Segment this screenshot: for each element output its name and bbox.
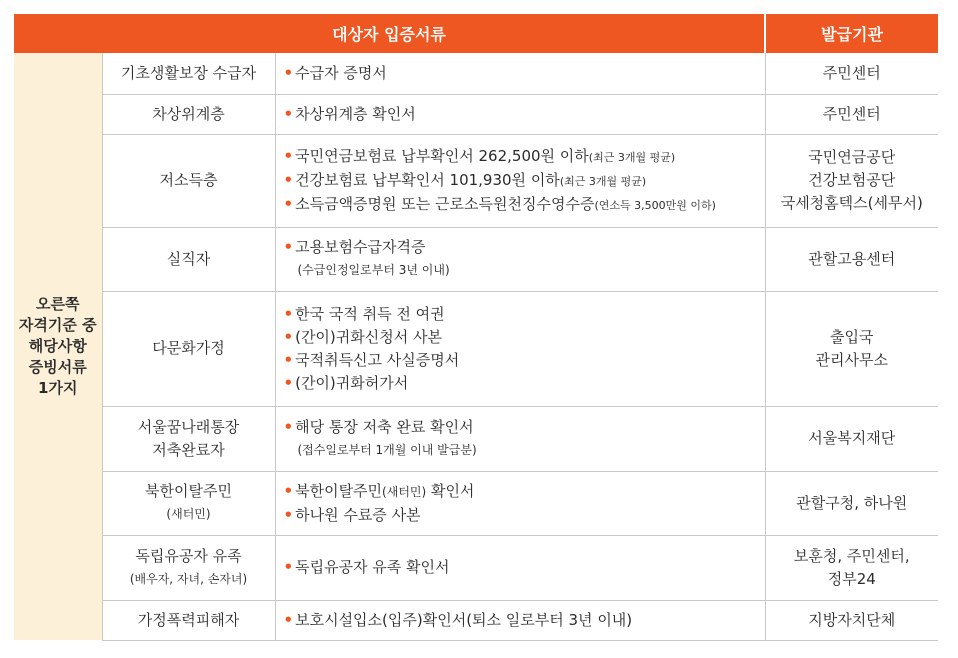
bullet-icon: • (283, 558, 294, 576)
document-item (284, 609, 757, 632)
documents-cell (275, 53, 765, 94)
document-item (284, 193, 757, 217)
category-label: 실직자 (166, 249, 211, 268)
documents-cell (275, 291, 765, 406)
bullet-icon: • (283, 104, 294, 123)
table-row (14, 600, 938, 640)
category-cell (102, 134, 275, 227)
issuer-label: 지방자치단체 (808, 610, 896, 629)
document-text: (간이)귀화신청서 사본 (295, 327, 442, 346)
category-label: 다문화가정 (152, 339, 225, 357)
side-label-line: 증빙서류 (28, 358, 87, 376)
category-cell (102, 600, 275, 640)
side-label-line: 1가지 (38, 379, 78, 397)
document-text: 하나원 수료증 사본 (295, 505, 421, 524)
document-item (284, 236, 757, 259)
document-note: (수급인정일로부터 3년 이내) (297, 263, 450, 277)
documents-table (14, 14, 938, 641)
document-note: (접수일로부터 1개월 이내 발급분) (297, 442, 477, 457)
table-row (14, 406, 938, 471)
documents-cell (275, 134, 765, 227)
side-label-line: 자격기준 중 (18, 316, 97, 334)
bullet-icon: • (283, 304, 294, 323)
document-text: 한국 국적 취득 전 여권 (295, 304, 445, 323)
documents-cell (275, 227, 765, 291)
bullet-icon: • (283, 170, 294, 189)
document-item (284, 145, 757, 169)
issuer-cell (765, 94, 938, 134)
document-note: (연소득 3,500만원 이하) (594, 198, 716, 212)
document-note: (최근 3개월 평균) (559, 174, 647, 188)
header-issuing-agency: 발급기관 (765, 14, 938, 53)
issuer-cell (765, 134, 938, 227)
side-label-cell (14, 53, 102, 640)
document-text: 보호시설입소(입주)확인서(퇴소 일로부터 3년 이내) (295, 610, 633, 629)
document-text: 고용보험수급자격증 (295, 238, 426, 256)
documents-cell (275, 406, 765, 471)
table-row (14, 535, 938, 600)
document-item (284, 62, 757, 85)
documents-cell (275, 535, 765, 600)
document-note: (최근 3개월 평균) (588, 150, 676, 164)
table-header-row (14, 14, 938, 53)
bullet-icon: • (283, 610, 294, 629)
document-text: 확인서 (426, 481, 475, 500)
document-item (284, 169, 757, 193)
bullet-icon: • (283, 417, 294, 436)
category-label: 서울꿈나래통장 (137, 417, 240, 436)
document-text: 건강보험료 납부확인서 101,930원 이하 (295, 170, 560, 189)
document-text: 소득금액증명원 또는 근로소득원천징수영수증 (295, 194, 595, 213)
document-item (284, 326, 757, 349)
document-item (284, 504, 757, 527)
table-row (14, 94, 938, 134)
category-label: 기초생활보장 수급자 (120, 63, 257, 82)
issuer-label: 출입국 (830, 327, 874, 346)
issuer-cell (765, 471, 938, 535)
bullet-icon: • (283, 350, 294, 369)
bullet-icon: • (283, 194, 294, 213)
issuer-label: 국세청홈텍스(세무서) (780, 194, 923, 212)
category-label: 독립유공자 유족 (135, 546, 242, 565)
category-label: 저소득층 (159, 171, 218, 189)
document-item (284, 372, 757, 395)
document-text: 해당 통장 저축 완료 확인서 (295, 417, 474, 436)
issuer-cell (765, 53, 938, 94)
bullet-icon: • (283, 238, 294, 256)
issuer-label: 주민센터 (822, 63, 881, 82)
category-label: 북한이탈주민 (145, 482, 232, 500)
category-cell (102, 535, 275, 600)
document-item (284, 416, 757, 439)
table-row (14, 227, 938, 291)
header-required-documents: 대상자 입증서류 (14, 14, 765, 53)
issuer-label: 국민연금공단 (808, 148, 896, 166)
documents-cell (275, 471, 765, 535)
document-item (284, 556, 757, 579)
documents-cell (275, 94, 765, 134)
document-text: 독립유공자 유족 확인서 (295, 558, 450, 576)
issuer-label: 관할구청, 하나원 (796, 493, 908, 512)
bullet-icon: • (283, 373, 294, 392)
document-text: 국민연금보험료 납부확인서 262,500원 이하 (295, 146, 589, 165)
bullet-icon: • (283, 505, 294, 524)
document-text: 차상위계층 확인서 (295, 104, 416, 123)
issuer-label: 관할고용센터 (808, 249, 896, 268)
document-text: (간이)귀화허가서 (295, 373, 409, 392)
document-item (284, 480, 757, 504)
table-row (14, 471, 938, 535)
bullet-icon: • (283, 63, 294, 82)
issuer-cell (765, 535, 938, 600)
document-item (284, 349, 757, 372)
issuer-label: 서울복지재단 (808, 429, 896, 447)
category-cell (102, 94, 275, 134)
document-note: (새터민) (382, 484, 427, 499)
category-label: 가정폭력피해자 (137, 610, 240, 629)
category-cell (102, 471, 275, 535)
table-row (14, 134, 938, 227)
category-cell (102, 227, 275, 291)
issuer-label: 주민센터 (822, 104, 881, 123)
category-sub-label: (새터민) (166, 507, 211, 521)
bullet-icon: • (283, 481, 294, 500)
side-label-line: 해당사항 (28, 337, 87, 355)
category-sub-label: (배우자, 자녀, 손자녀) (129, 571, 248, 586)
document-text: 북한이탈주민 (295, 481, 383, 500)
category-cell (102, 291, 275, 406)
issuer-cell (765, 406, 938, 471)
issuer-label: 관리사무소 (815, 350, 888, 369)
bullet-icon: • (283, 146, 294, 165)
document-item (284, 303, 757, 326)
issuer-label: 보훈청, 주민센터, (793, 546, 910, 565)
bullet-icon: • (283, 327, 294, 346)
document-text: 수급자 증명서 (295, 63, 387, 82)
issuer-cell (765, 227, 938, 291)
document-item (284, 103, 757, 126)
documents-cell (275, 600, 765, 640)
issuer-cell (765, 600, 938, 640)
document-text: 국적취득신고 사실증명서 (295, 350, 460, 369)
table-row (14, 291, 938, 406)
category-label: 차상위계층 (152, 104, 225, 123)
side-label-line: 오른쪽 (36, 295, 80, 313)
issuer-label: 정부24 (827, 569, 876, 588)
category-label: 저축완료자 (152, 440, 225, 459)
category-cell (102, 406, 275, 471)
issuer-label: 건강보험공단 (808, 171, 896, 189)
category-cell (102, 53, 275, 94)
table-row (14, 53, 938, 94)
issuer-cell (765, 291, 938, 406)
